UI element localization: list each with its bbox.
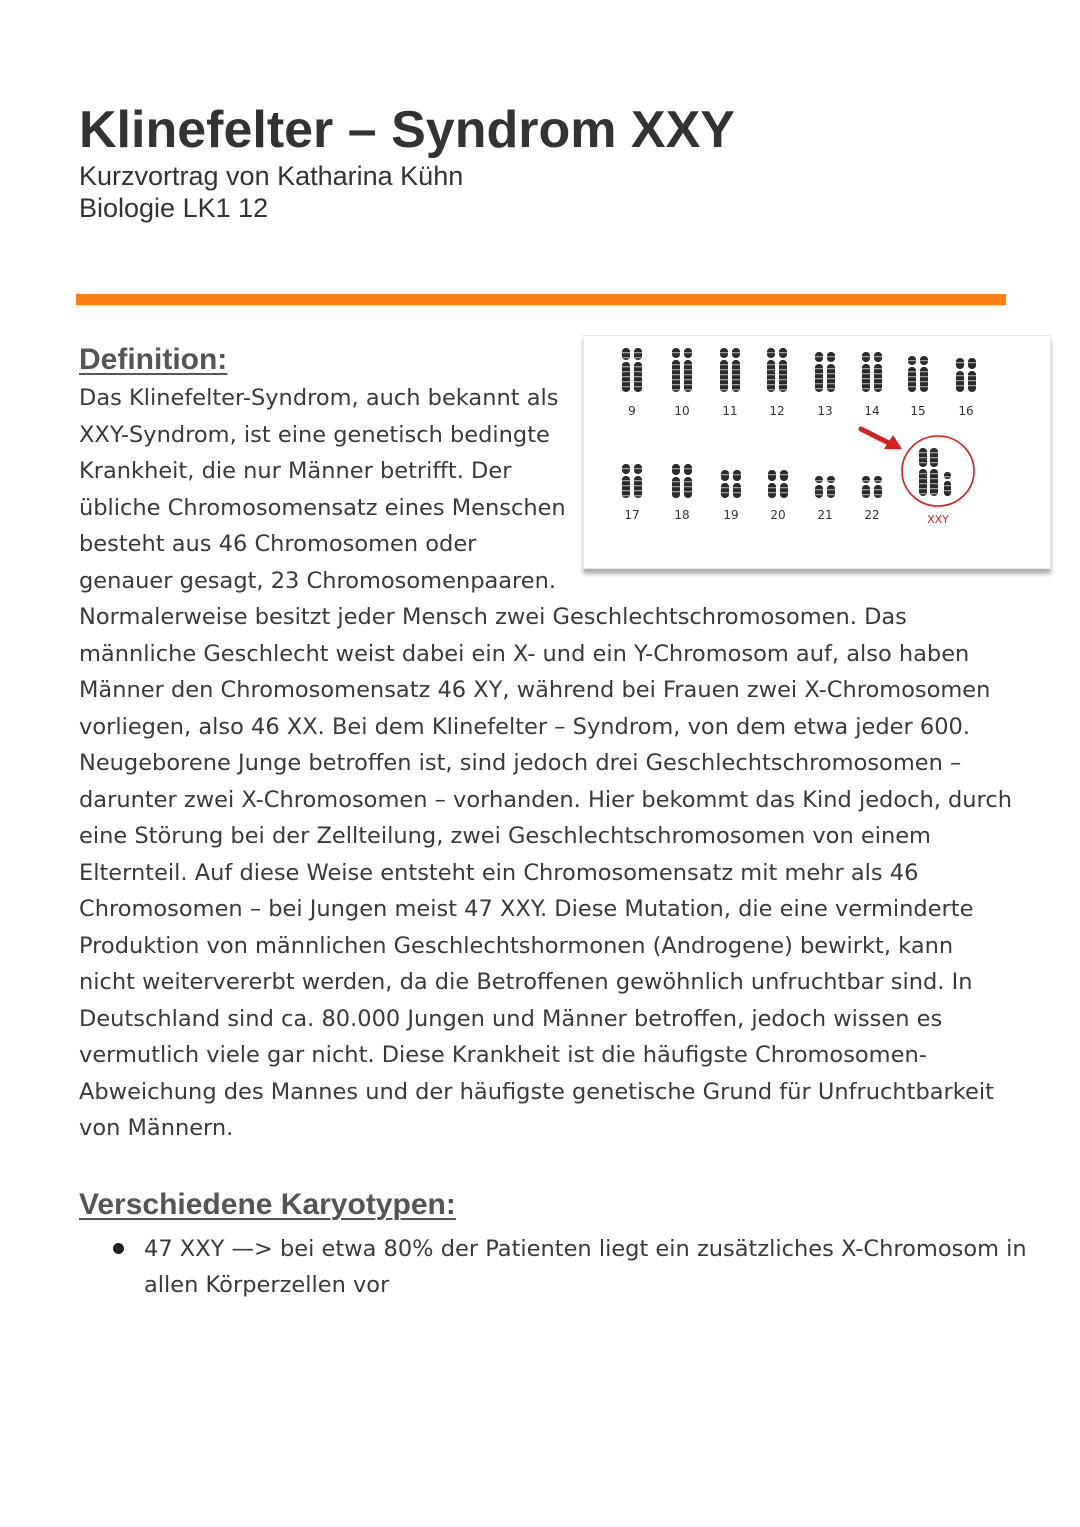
definition-line: eine Störung bei der Zellteilung, zwei Geschlechtschromosomen von einem <box>79 823 931 849</box>
chromosome-label-17: 17 <box>624 508 640 522</box>
chromosome-19-b <box>733 470 741 498</box>
definition-line: männliche Geschlecht weist dabei ein X- und ein Y-Chromosom auf, also haben <box>79 641 970 667</box>
chromosome-22-a <box>862 476 870 498</box>
definition-line: Männer den Chromosomensatz 46 XY, während bei Frauen zwei X-Chromosomen <box>79 677 991 703</box>
chromosome-17-a <box>622 464 630 498</box>
chromosome-12-b <box>779 348 787 392</box>
karyogram-image <box>583 335 1051 569</box>
chromosome-label-19: 19 <box>723 508 739 522</box>
chromosome-15-a <box>908 356 916 392</box>
definition-line: darunter zwei X-Chromosomen – vorhanden. Hier bekommt das Kind jedoch, durch <box>79 787 1012 813</box>
document-title: Klinefelter – Syndrom XXY <box>79 101 735 159</box>
chromosome-label-21: 21 <box>817 508 833 522</box>
chromosome-9-b <box>634 348 642 392</box>
karyotypes-heading: Verschiedene Karyotypen: <box>79 1188 456 1221</box>
chromosome-13-a <box>815 352 823 392</box>
definition-line: nicht weitervererbt werden, da die Betroffenen gewöhnlich unfruchtbar sind. In <box>79 969 973 995</box>
chromosome-label-20: 20 <box>770 508 786 522</box>
definition-line: Produktion von männlichen Geschlechtshormonen (Androgene) bewirkt, kann <box>79 933 954 959</box>
chromosome-20-a <box>768 470 776 498</box>
definition-line: Deutschland sind ca. 80.000 Jungen und Männer betroffen, jedoch wissen es <box>79 1006 943 1032</box>
chromosome-11-a <box>720 348 728 392</box>
chromosome-label-22: 22 <box>864 508 880 522</box>
definition-line: Normalerweise besitzt jeder Mensch zwei Geschlechtschromosomen. Das <box>79 604 907 630</box>
chromosome-15-b <box>920 356 928 392</box>
chromosome-label-12: 12 <box>769 404 785 418</box>
karyogram-figure <box>584 336 1050 568</box>
definition-line: übliche Chromosomensatz eines Menschen <box>79 495 566 521</box>
chromosome-x-2 <box>930 448 938 496</box>
bullet-icon <box>113 1243 124 1254</box>
karyogram-row-lower <box>622 464 882 498</box>
xxy-label: XXY <box>927 513 949 526</box>
chromosome-x-1 <box>919 448 927 496</box>
definition-line: besteht aus 46 Chromosomen oder <box>79 531 477 557</box>
subtitle-author: Kurzvortrag von Katharina Kühn <box>79 161 464 191</box>
definition-line: Krankheit, die nur Männer betrifft. Der <box>79 458 512 484</box>
chromosome-label-13: 13 <box>817 404 833 418</box>
chromosome-label-15: 15 <box>910 404 926 418</box>
chromosome-17-b <box>634 464 642 498</box>
chromosome-18-b <box>684 464 692 498</box>
definition-line: XXY-Syndrom, ist eine genetisch bedingte <box>79 422 550 448</box>
xxy-chromosome-group <box>919 448 951 496</box>
chromosome-label-16: 16 <box>958 404 974 418</box>
karyogram-row-upper <box>622 348 976 392</box>
chromosome-label-18: 18 <box>674 508 690 522</box>
chromosome-21-b <box>827 476 835 498</box>
red-arrow-icon <box>861 429 902 449</box>
definition-line: von Männern. <box>79 1115 234 1141</box>
definition-line: vermutlich viele gar nicht. Diese Krankheit ist die häufigste Chromosomen- <box>79 1042 927 1068</box>
chromosome-18-a <box>672 464 680 498</box>
chromosome-13-b <box>827 352 835 392</box>
chromosome-22-b <box>874 476 882 498</box>
chromosome-10-a <box>672 348 680 392</box>
definition-line: vorliegen, also 46 XX. Bei dem Klinefelter – Syndrom, von dem etwa jeder 600. <box>79 714 970 740</box>
chromosome-9-a <box>622 348 630 392</box>
definition-line: Neugeborene Junge betroffen ist, sind jedoch drei Geschlechtschromosomen – <box>79 750 962 776</box>
chromosome-16-a <box>956 358 964 392</box>
definition-line: Elternteil. Auf diese Weise entsteht ein Chromosomensatz mit mehr als 46 <box>79 860 919 886</box>
chromosome-20-b <box>780 470 788 498</box>
chromosome-19-a <box>721 470 729 498</box>
definition-line: Das Klinefelter-Syndrom, auch bekannt als <box>79 385 559 411</box>
chromosome-12-a <box>767 348 775 392</box>
chromosome-label-9: 9 <box>628 404 636 418</box>
definition-heading: Definition: <box>79 343 228 376</box>
karyotype-item-line: allen Körperzellen vor <box>144 1272 390 1298</box>
chromosome-16-b <box>968 358 976 392</box>
orange-divider <box>76 294 1006 305</box>
definition-line: genauer gesagt, 23 Chromosomenpaaren. <box>79 568 557 594</box>
subtitle-course: Biologie LK1 12 <box>79 193 269 223</box>
chromosome-10-b <box>684 348 692 392</box>
chromosome-14-b <box>874 352 882 392</box>
chromosome-21-a <box>815 476 823 498</box>
chromosome-11-b <box>732 348 740 392</box>
definition-line: Abweichung des Mannes und der häufigste genetische Grund für Unfruchtbarkeit <box>79 1079 994 1105</box>
chromosome-label-14: 14 <box>864 404 880 418</box>
chromosome-label-11: 11 <box>722 404 738 418</box>
chromosome-y <box>944 472 951 496</box>
definition-line: Chromosomen – bei Jungen meist 47 XXY. Diese Mutation, die eine verminderte <box>79 896 974 922</box>
chromosome-14-a <box>862 352 870 392</box>
xxy-highlight-circle <box>902 436 974 506</box>
karyotype-item-line: 47 XXY —> bei etwa 80% der Patienten liegt ein zusätzliches X-Chromosom in <box>144 1236 1027 1262</box>
chromosome-label-10: 10 <box>674 404 690 418</box>
